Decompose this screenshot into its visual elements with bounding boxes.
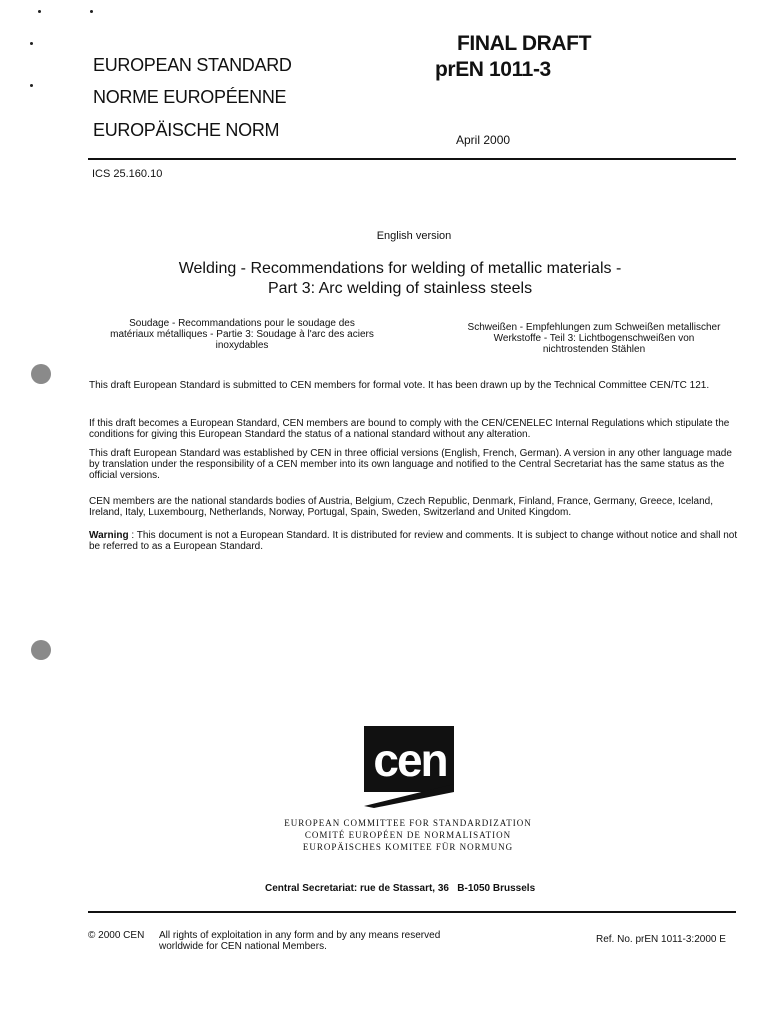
central-secretariat: Central Secretariat: rue de Stassart, 36 B-1050 Brussels <box>265 883 536 894</box>
punch-hole <box>31 640 51 660</box>
document-date: April 2000 <box>456 133 511 147</box>
ics-code: ICS 25.160.10 <box>92 168 163 180</box>
committee-en: EUROPEAN COMMITTEE FOR STANDARDIZATION <box>284 818 532 828</box>
scan-speck <box>30 84 33 87</box>
draft-status: FINAL DRAFT <box>457 32 592 55</box>
title-fr-line: Soudage - Recommandations pour le soudage des <box>129 318 355 329</box>
cen-logo-text: cen <box>373 734 447 786</box>
paragraph-members: CEN members are the national standards bodies of Austria, Belgium, Czech Republic, Denmark, Finland, France, Germany, Greece, Iceland, Ireland, Italy, Luxembourg, Netherlands, Norway, Portugal, Spain, Sweden, Switzerland and United Kingdom. <box>89 496 713 518</box>
paragraph-regulations: If this draft becomes a European Standard, CEN members are bound to comply with the CEN/CENELEC Internal Regulations which stipulate the conditions for giving this European Standard the status of a national standard without any alteration. <box>89 418 730 440</box>
standard-name-de: EUROPÄISCHE NORM <box>93 120 280 140</box>
document-title <box>0 259 768 299</box>
paragraph-versions: This draft European Standard was established by CEN in three official versions (English, French, German). A version in any other language made by translation under the responsibility of a CEN member into its own language and notified to the Central Secretariat has the same status as the official versions. <box>89 448 732 481</box>
footer-rule <box>88 911 736 913</box>
warning-text: : This document is not a European Standard. It is distributed for review and comments. It is subject to change without notice and shall not be referred to as a European Standard. <box>89 530 738 552</box>
paragraph-vote: This draft European Standard is submitted to CEN members for formal vote. It has been drawn up by the Technical Committee CEN/TC 121. <box>89 380 710 391</box>
warning-label: Warning <box>89 530 129 541</box>
reference-number: Ref. No. prEN 1011-3:2000 E <box>596 934 726 945</box>
committee-fr: COMITÉ EUROPÉEN DE NORMALISATION <box>304 830 512 840</box>
committee-names <box>0 817 768 853</box>
title-line: Welding - Recommendations for welding of metallic materials - <box>178 260 622 277</box>
copyright: © 2000 CEN <box>88 930 145 941</box>
rights-line: worldwide for CEN national Members. <box>159 941 327 952</box>
version-label: English version <box>376 230 452 242</box>
header-rule <box>88 158 736 160</box>
title-german <box>452 322 736 355</box>
scan-speck <box>90 10 93 13</box>
document-number: prEN 1011-3 <box>435 58 551 81</box>
cen-logo <box>364 726 454 808</box>
title-fr-line: inoxydables <box>215 340 269 351</box>
title-fr-line: matériaux métalliques - Partie 3: Soudage à l'arc des aciers <box>110 329 374 340</box>
title-french <box>88 318 396 351</box>
punch-hole <box>31 364 51 384</box>
rights-line: All rights of exploitation in any form and by any means reserved <box>159 930 441 941</box>
standard-name-fr: NORME EUROPÉENNE <box>93 87 287 107</box>
scan-speck <box>38 10 41 13</box>
title-de-line: nichtrostenden Stählen <box>542 344 646 355</box>
paragraph-warning <box>89 530 739 552</box>
title-line: Part 3: Arc welding of stainless steels <box>267 280 533 297</box>
rights-statement <box>159 930 440 952</box>
title-de-line: Schweißen - Empfehlungen zum Schweißen metallischer <box>467 322 721 333</box>
title-de-line: Werkstoffe - Teil 3: Lichtbogenschweißen von <box>493 333 695 344</box>
scan-speck <box>30 42 33 45</box>
committee-de: EUROPÄISCHES KOMITEE FÜR NORMUNG <box>302 842 514 852</box>
standard-name-en: EUROPEAN STANDARD <box>93 55 292 75</box>
